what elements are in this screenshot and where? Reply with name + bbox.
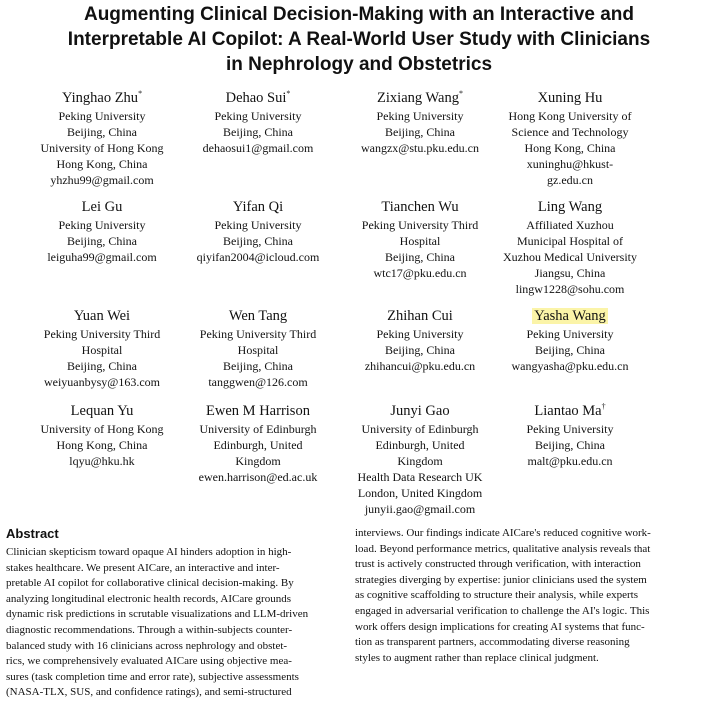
abstract-line: strategies diverging by expertise: junior clinicians used the system bbox=[355, 573, 647, 586]
author-name bbox=[17, 199, 187, 216]
author-affiliation-line: dehaosui1@gmail.com bbox=[202, 141, 314, 155]
author-affiliation-line: University of Edinburgh bbox=[361, 422, 479, 436]
author-affiliation-line: xuninghu@hkust- bbox=[526, 157, 614, 171]
author-name bbox=[17, 90, 187, 107]
author-affiliation-line: Hong Kong, China bbox=[56, 438, 148, 452]
author-entry bbox=[335, 403, 505, 517]
author-affiliation-line: Health Data Research UK bbox=[357, 470, 483, 484]
author-affiliation-line: University of Hong Kong bbox=[40, 422, 164, 436]
author-mark: * bbox=[458, 89, 463, 99]
paper-title bbox=[0, 2, 718, 77]
author-name bbox=[335, 199, 505, 216]
author-affiliation-line: Beijing, China bbox=[385, 125, 455, 139]
author-affiliation-line: weiyuanbysy@163.com bbox=[43, 375, 161, 389]
author-entry bbox=[485, 199, 655, 297]
author-entry bbox=[173, 403, 343, 485]
author-affiliation-line: Peking University bbox=[526, 422, 614, 436]
author-affiliation-line: tanggwen@126.com bbox=[208, 375, 308, 389]
author-affiliation-line: Science and Technology bbox=[511, 125, 629, 139]
author-entry bbox=[173, 199, 343, 265]
abstract-line: Clinician skepticism toward opaque AI hinders adoption in high- bbox=[6, 546, 292, 558]
author-entry bbox=[335, 199, 505, 281]
author-name-text: Dehao Sui bbox=[225, 90, 287, 106]
author-entry bbox=[335, 308, 505, 374]
author-affiliation-line: Peking University bbox=[58, 109, 146, 123]
author-affiliation-line: qiyifan2004@icloud.com bbox=[196, 250, 320, 264]
author-name-text: Yuan Wei bbox=[73, 308, 131, 324]
author-entry bbox=[485, 308, 655, 374]
author-affiliation-line: Peking University bbox=[526, 327, 614, 341]
abstract-line: sures (task completion time and error rate), subjective assessments bbox=[6, 670, 299, 683]
author-name bbox=[485, 308, 655, 325]
abstract-line: rics, we comprehensively evaluated AICare using objective mea- bbox=[6, 655, 292, 668]
author-name-text: Liantao Ma bbox=[534, 403, 602, 419]
author-affiliation-line: Peking University bbox=[214, 109, 302, 123]
author-name bbox=[173, 90, 343, 107]
author-affiliation-line: London, United Kingdom bbox=[357, 486, 483, 500]
author-affiliation-line: wangzx@stu.pku.edu.cn bbox=[360, 141, 480, 155]
author-name-text: Yifan Qi bbox=[232, 199, 284, 215]
author-entry bbox=[17, 90, 187, 188]
author-affiliation-line: Hong Kong University of bbox=[508, 109, 632, 123]
author-affiliation-line: Beijing, China bbox=[223, 359, 293, 373]
abstract-line: as cognitive scaffolding to structure their analysis, while experts bbox=[355, 589, 638, 602]
author-affiliation-line: Beijing, China bbox=[67, 234, 137, 248]
abstract-line: diagnostic recommendations. Through a within-subjects counter- bbox=[6, 624, 293, 636]
author-name-text: Lei Gu bbox=[81, 199, 123, 215]
author-name bbox=[173, 199, 343, 216]
abstract-line: styles to augment rather than replace clinical judgment. bbox=[355, 651, 599, 664]
title-line: Interpretable AI Copilot: A Real-World User Study with Clinicians bbox=[67, 29, 651, 50]
author-entry bbox=[173, 90, 343, 156]
abstract-line: balanced study with 16 clinicians across nephrology and obstet- bbox=[6, 639, 288, 652]
abstract-line: trust is actively constructed through verification, with interaction bbox=[355, 558, 641, 571]
author-affiliation-line: Hospital bbox=[81, 343, 123, 357]
author-affiliation-line: Peking University Third bbox=[43, 327, 161, 341]
author-affiliation-line: Hong Kong, China bbox=[524, 141, 616, 155]
abstract-line: engaged in adversarial verification to challenge the AI's logic. This bbox=[355, 605, 650, 617]
author-affiliation-line: Xuzhou Medical University bbox=[503, 250, 637, 264]
author-entry bbox=[17, 199, 187, 265]
author-name-text: Junyi Gao bbox=[390, 403, 450, 419]
author-name bbox=[485, 199, 655, 216]
author-affiliation-line: Hong Kong, China bbox=[56, 157, 148, 171]
abstract-line: work offers design implications for creating AI systems that func- bbox=[355, 620, 645, 633]
author-affiliation-line: Peking University bbox=[376, 109, 464, 123]
author-affiliation-line: ewen.harrison@ed.ac.uk bbox=[198, 470, 318, 484]
abstract-line: load. Beyond performance metrics, qualitative analysis reveals that bbox=[355, 542, 651, 555]
author-name bbox=[17, 308, 187, 325]
author-affiliation-line: Beijing, China bbox=[223, 125, 293, 139]
author-affiliation-line: Peking University bbox=[214, 218, 302, 232]
abstract-line: interviews. Our findings indicate AICare's reduced cognitive work- bbox=[355, 527, 651, 539]
author-mark: † bbox=[601, 402, 606, 412]
author-affiliation-line: gz.edu.cn bbox=[547, 173, 593, 187]
author-name-text: Tianchen Wu bbox=[381, 199, 459, 215]
author-affiliation-line: junyii.gao@gmail.com bbox=[364, 502, 476, 516]
author-mark: * bbox=[286, 89, 291, 99]
author-affiliation-line: yhzhu99@gmail.com bbox=[50, 173, 154, 187]
author-affiliation-line: Jiangsu, China bbox=[534, 266, 606, 280]
author-affiliation-line: Hospital bbox=[399, 234, 441, 248]
author-affiliation-line: zhihancui@pku.edu.cn bbox=[364, 359, 476, 373]
author-affiliation-line: Kingdom bbox=[397, 454, 443, 468]
title-line: in Nephrology and Obstetrics bbox=[225, 54, 493, 75]
author-affiliation-line: Beijing, China bbox=[385, 343, 455, 357]
author-affiliation-line: University of Edinburgh bbox=[199, 422, 317, 436]
author-name bbox=[485, 403, 655, 420]
author-affiliation-line: Edinburgh, United bbox=[213, 438, 303, 452]
author-name bbox=[17, 403, 187, 420]
author-affiliation-line: Municipal Hospital of bbox=[517, 234, 623, 248]
author-affiliation-line: Kingdom bbox=[235, 454, 281, 468]
author-name-text: Ewen M Harrison bbox=[206, 403, 310, 419]
author-affiliation-line: University of Hong Kong bbox=[40, 141, 164, 155]
author-affiliation-line: Beijing, China bbox=[223, 234, 293, 248]
author-affiliation-line: Peking University Third bbox=[199, 327, 317, 341]
author-affiliation-line: Affiliated Xuzhou bbox=[526, 218, 614, 232]
author-name-text: Lequan Yu bbox=[70, 403, 134, 419]
abstract-line: stakes healthcare. We present AICare, an interactive and inter- bbox=[6, 561, 280, 574]
author-affiliation-line: malt@pku.edu.cn bbox=[527, 454, 613, 468]
abstract-line: pretable AI copilot for collaborative clinical decision-making. By bbox=[6, 577, 294, 590]
author-entry bbox=[485, 403, 655, 469]
author-name bbox=[335, 90, 505, 107]
author-name bbox=[173, 403, 343, 420]
author-affiliation-line: Edinburgh, United bbox=[375, 438, 465, 452]
author-entry bbox=[17, 403, 187, 469]
author-name bbox=[485, 90, 655, 107]
author-affiliation-line: Peking University Third bbox=[361, 218, 479, 232]
author-affiliation-line: Beijing, China bbox=[535, 343, 605, 357]
author-name-text: Ling Wang bbox=[537, 199, 603, 215]
author-name-text: Zhihan Cui bbox=[387, 308, 453, 324]
author-affiliation-line: lingw1228@sohu.com bbox=[515, 282, 625, 296]
author-affiliation-line: Peking University bbox=[376, 327, 464, 341]
author-affiliation-line: Beijing, China bbox=[385, 250, 455, 264]
author-name-text: Wen Tang bbox=[228, 308, 288, 324]
author-name-text: Zixiang Wang bbox=[377, 90, 459, 106]
author-name-text: Xuning Hu bbox=[537, 90, 603, 106]
author-affiliation-line: Hospital bbox=[237, 343, 279, 357]
author-affiliation-line: Beijing, China bbox=[535, 438, 605, 452]
author-entry bbox=[17, 308, 187, 390]
author-affiliation-line: lqyu@hku.hk bbox=[69, 454, 135, 468]
author-affiliation-line: Beijing, China bbox=[67, 359, 137, 373]
author-affiliation-line: leiguha99@gmail.com bbox=[47, 250, 157, 264]
author-name-text: Yinghao Zhu bbox=[61, 90, 139, 106]
abstract-line: dynamic risk predictions in scrutable visualizations and LLM-driven bbox=[6, 608, 309, 621]
abstract-line: analyzing longitudinal electronic health records, AICare grounds bbox=[6, 592, 291, 605]
abstract-heading: Abstract bbox=[6, 526, 59, 541]
title-line: Augmenting Clinical Decision-Making with an Interactive and bbox=[83, 4, 635, 25]
author-name bbox=[173, 308, 343, 325]
abstract-line: tion as transparent partners, accommodating diverse reasoning bbox=[355, 636, 630, 649]
author-entry bbox=[335, 90, 505, 156]
author-affiliation-line: Beijing, China bbox=[67, 125, 137, 139]
author-entry bbox=[485, 90, 655, 188]
author-affiliation-line: wtc17@pku.edu.cn bbox=[373, 266, 467, 280]
abstract-line: (NASA-TLX, SUS, and confidence ratings), and semi-structured bbox=[6, 686, 292, 699]
author-name-text: Yasha Wang bbox=[534, 308, 606, 324]
author-entry bbox=[173, 308, 343, 390]
author-affiliation-line: wangyasha@pku.edu.cn bbox=[511, 359, 629, 373]
author-name bbox=[335, 308, 505, 325]
author-name bbox=[335, 403, 505, 420]
author-mark: * bbox=[138, 89, 143, 99]
author-affiliation-line: Peking University bbox=[58, 218, 146, 232]
